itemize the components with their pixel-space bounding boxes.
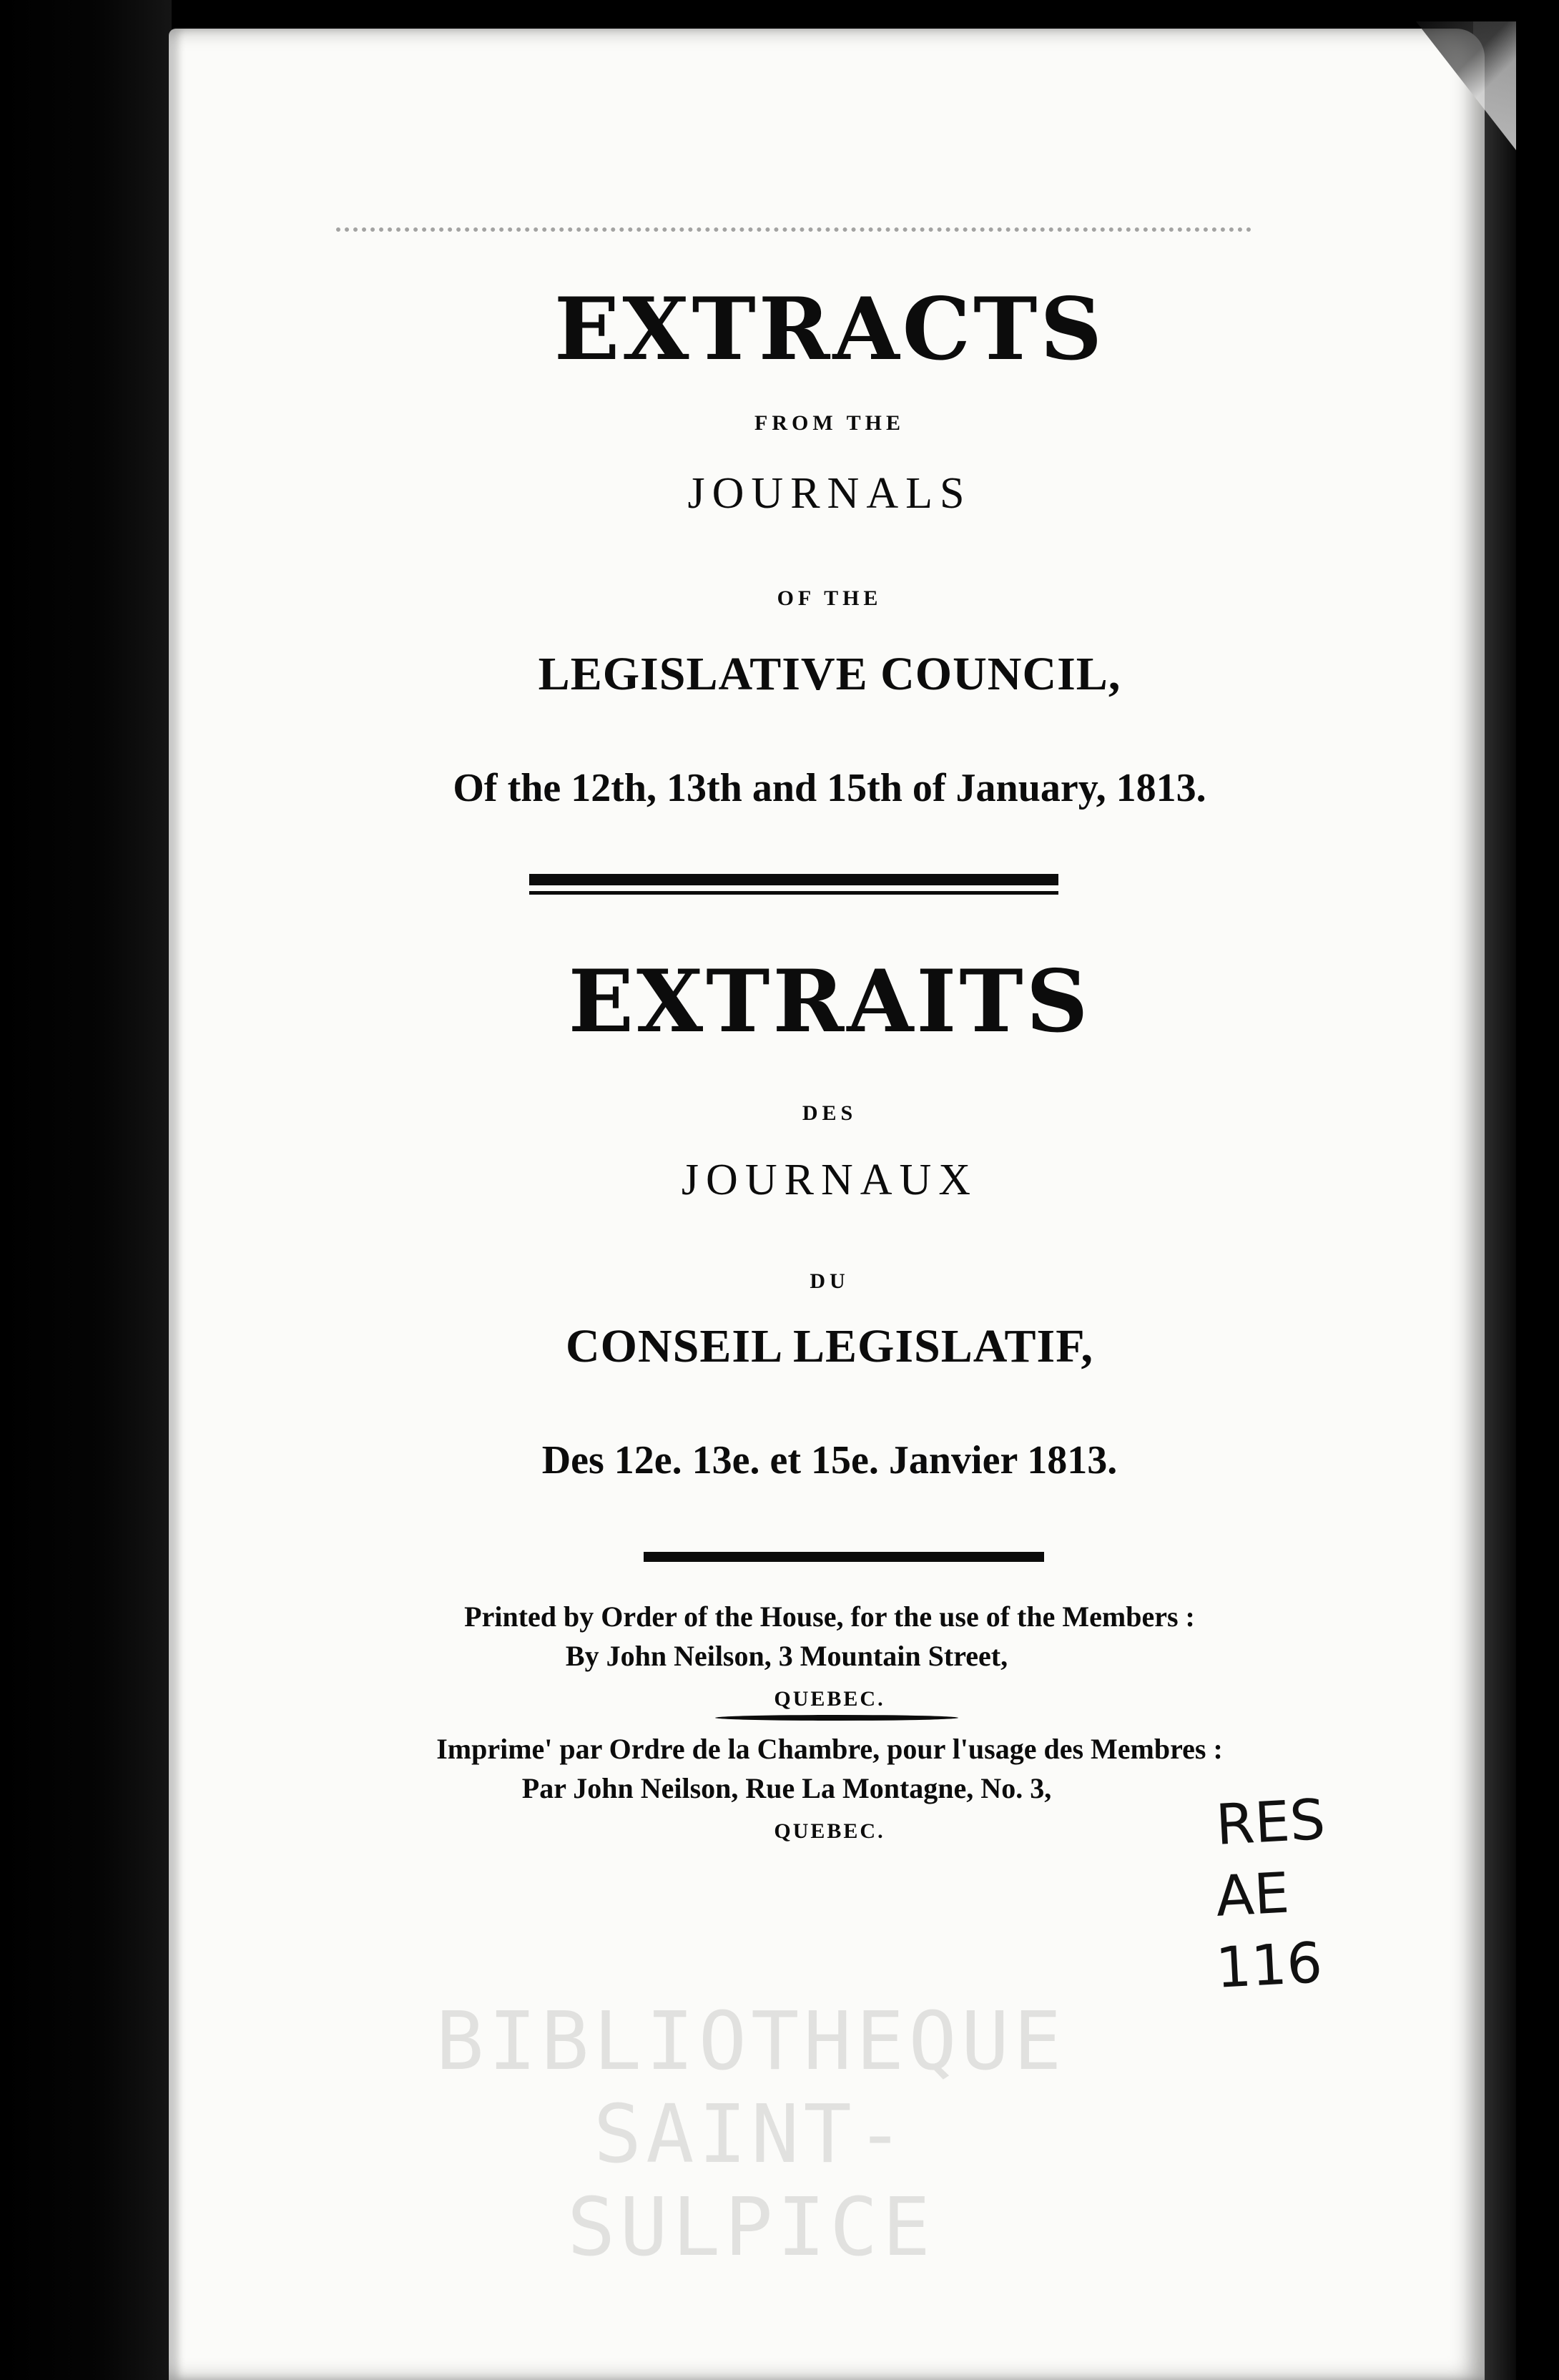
english-dates: Of the 12th, 13th and 15th of January, 1813. [453,766,1206,810]
page-mark [794,136,808,179]
of-the-label: OF THE [777,586,882,610]
imprint-fr-line2: Par John Neilson, Rue La Montagne, No. 3, [521,1772,1052,1804]
imprint-fr-line1: Imprime' par Ordre de la Chambre, pour l'usage des Membres : [436,1733,1223,1765]
call-number-line3: 116 [1214,1931,1324,2001]
library-stamp-line1: BIBLIOTHEQUE [436,1995,1066,2088]
french-title: EXTRAITS [568,951,1091,1052]
french-dates: Des 12e. 13e. et 15e. Janvier 1813. [541,1438,1118,1482]
english-title: EXTRACTS [554,279,1106,380]
imprint-fr-city: QUEBEC. [774,1819,885,1843]
imprint-en-line1: Printed by Order of the House, for the use of the Members : [464,1600,1195,1633]
library-stamp-line2: SAINT-SULPICE [566,2088,935,2274]
divider-rule-thick [529,874,1058,885]
scan-border-left [0,0,172,2380]
from-the-label: FROM THE [754,411,905,435]
imprint-ornament [715,1715,958,1721]
top-rule-dotted [336,227,1251,239]
divider-rule-lower [644,1552,1044,1562]
journals-heading: JOURNALS [687,469,972,518]
des-label: DES [802,1101,857,1125]
imprint-en-line2: By John Neilson, 3 Mountain Street, [565,1640,1008,1672]
call-number-line1: RES [1214,1787,1327,1858]
call-number-line2: AE [1214,1861,1292,1929]
du-label: DU [810,1269,850,1293]
conseil-legislatif-heading: CONSEIL LEGISLATIF, [566,1320,1093,1372]
divider-rule-thin [529,891,1058,895]
journaux-heading: JOURNAUX [681,1156,978,1204]
legislative-council-heading: LEGISLATIVE COUNCIL, [538,648,1121,700]
imprint-en-city: QUEBEC. [774,1687,885,1711]
